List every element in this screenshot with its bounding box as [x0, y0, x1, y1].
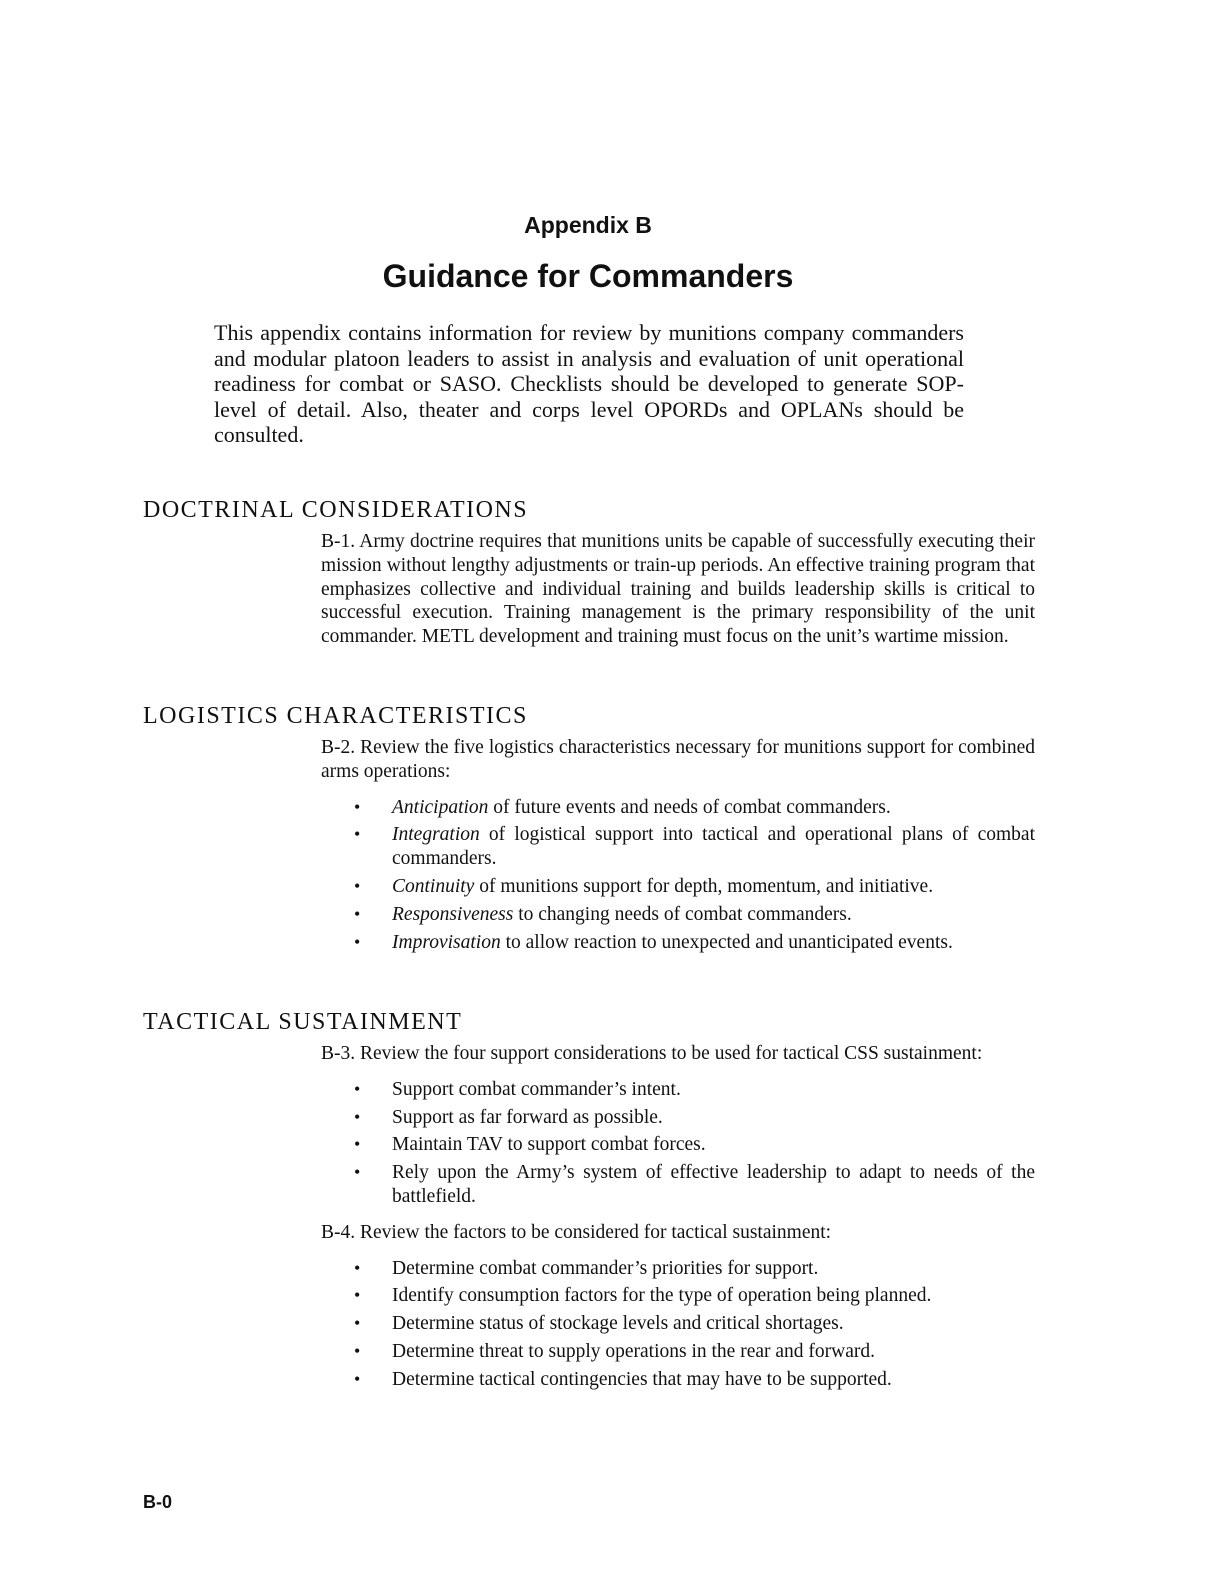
paragraph-b1: B-1. Army doctrine requires that munitions units be capable of successfully executing their mission without lengthy adjustments or train-up periods. An effective training program that emphasizes collective and individual training and builds leadership skills is critical to successful execution. Training management is the primary responsibility of the unit commander. METL development and training must focus on the unit’s wartime mission. [321, 531, 1035, 648]
bullet-icon: • [354, 796, 361, 817]
list-item-text: of munitions support for depth, momentum, and initiative. [474, 875, 934, 897]
paragraph-b4: B-4. Review the factors to be considered for tactical sustainment: [321, 1221, 832, 1243]
list-item-term: Integration [392, 824, 480, 846]
section-body-logistics [321, 736, 1035, 958]
bullet-icon: • [354, 1340, 361, 1361]
list-item [321, 1133, 1035, 1157]
intro-paragraph: This appendix contains information for review by munitions company commanders and modular platoon leaders to assist in analysis and evaluation of unit operational readiness for combat or SASO. Checklists should be developed to generate SOP-level of detail. Also, theater and corps level OPORDs and OPLANs should be consulted. [214, 320, 964, 448]
section-body-tactical [321, 1042, 1035, 1396]
logistics-bullet-list [321, 796, 1035, 955]
bullet-icon: • [354, 1078, 361, 1099]
section-body-doctrinal [321, 530, 1035, 649]
list-item-text: of future events and needs of combat commanders. [488, 796, 891, 818]
list-item-text: Determine tactical contingencies that may have to be supported. [392, 1368, 892, 1390]
bullet-icon: • [354, 931, 361, 952]
page-title: Guidance for Commanders [382, 258, 794, 294]
list-item-text: Support as far forward as possible. [392, 1106, 663, 1128]
bullet-icon: • [354, 1313, 361, 1334]
list-item-text: Support combat commander’s intent. [392, 1078, 681, 1100]
list-item [321, 1284, 1035, 1308]
sustainment-factors-list [321, 1257, 1035, 1392]
bullet-icon: • [354, 1285, 361, 1306]
page-number: B-0 [143, 1492, 173, 1512]
list-item [321, 1106, 1035, 1130]
paragraph-b3: B-3. Review the four support considerations to be used for tactical CSS sustainment: [321, 1043, 983, 1064]
bullet-icon: • [354, 903, 361, 924]
bullet-icon: • [354, 875, 361, 896]
list-item-text: Maintain TAV to support combat forces. [392, 1134, 706, 1156]
list-item-text: to changing needs of combat commanders. [513, 903, 852, 925]
list-item-term: Improvisation [392, 931, 501, 953]
paragraph-b2: B-2. Review the five logistics characteristics necessary for munitions support for combined arms operations: [321, 737, 1035, 782]
bullet-icon: • [354, 1257, 361, 1278]
list-item-text: to allow reaction to unexpected and unanticipated events. [500, 931, 953, 953]
list-item [321, 1078, 1035, 1102]
section-heading-doctrinal: DOCTRINAL CONSIDERATIONS [143, 497, 529, 523]
list-item [321, 903, 1035, 927]
bullet-icon: • [354, 1106, 361, 1127]
list-item-text: Rely upon the Army’s system of effective leadership to adapt to needs of the battlefield. [392, 1162, 1035, 1207]
bullet-icon: • [354, 824, 361, 845]
list-item [321, 1340, 1035, 1364]
list-item [321, 1161, 1035, 1209]
list-item-term: Responsiveness [392, 903, 514, 925]
list-item [321, 1368, 1035, 1392]
list-item-term: Anticipation [392, 796, 489, 818]
support-considerations-list [321, 1078, 1035, 1209]
bullet-icon: • [354, 1134, 361, 1155]
section-heading-tactical: TACTICAL SUSTAINMENT [143, 1009, 463, 1035]
list-item-text: Determine combat commander’s priorities for support. [392, 1257, 819, 1279]
list-item-text: Determine status of stockage levels and critical shortages. [392, 1313, 844, 1335]
bullet-icon: • [354, 1162, 361, 1183]
section-heading-logistics: LOGISTICS CHARACTERISTICS [143, 703, 528, 729]
list-item [321, 1312, 1035, 1336]
list-item [321, 875, 1035, 899]
bullet-icon: • [354, 1368, 361, 1389]
list-item-text: of logistical support into tactical and operational plans of combat commanders. [392, 824, 1035, 870]
list-item-term: Continuity [392, 875, 475, 897]
list-item [321, 1257, 1035, 1281]
list-item [321, 796, 1035, 820]
list-item [321, 823, 1035, 871]
list-item-text: Identify consumption factors for the type of operation being planned. [392, 1285, 932, 1307]
list-item-text: Determine threat to supply operations in the rear and forward. [392, 1340, 875, 1362]
list-item [321, 931, 1035, 955]
appendix-label: Appendix B [524, 212, 652, 238]
